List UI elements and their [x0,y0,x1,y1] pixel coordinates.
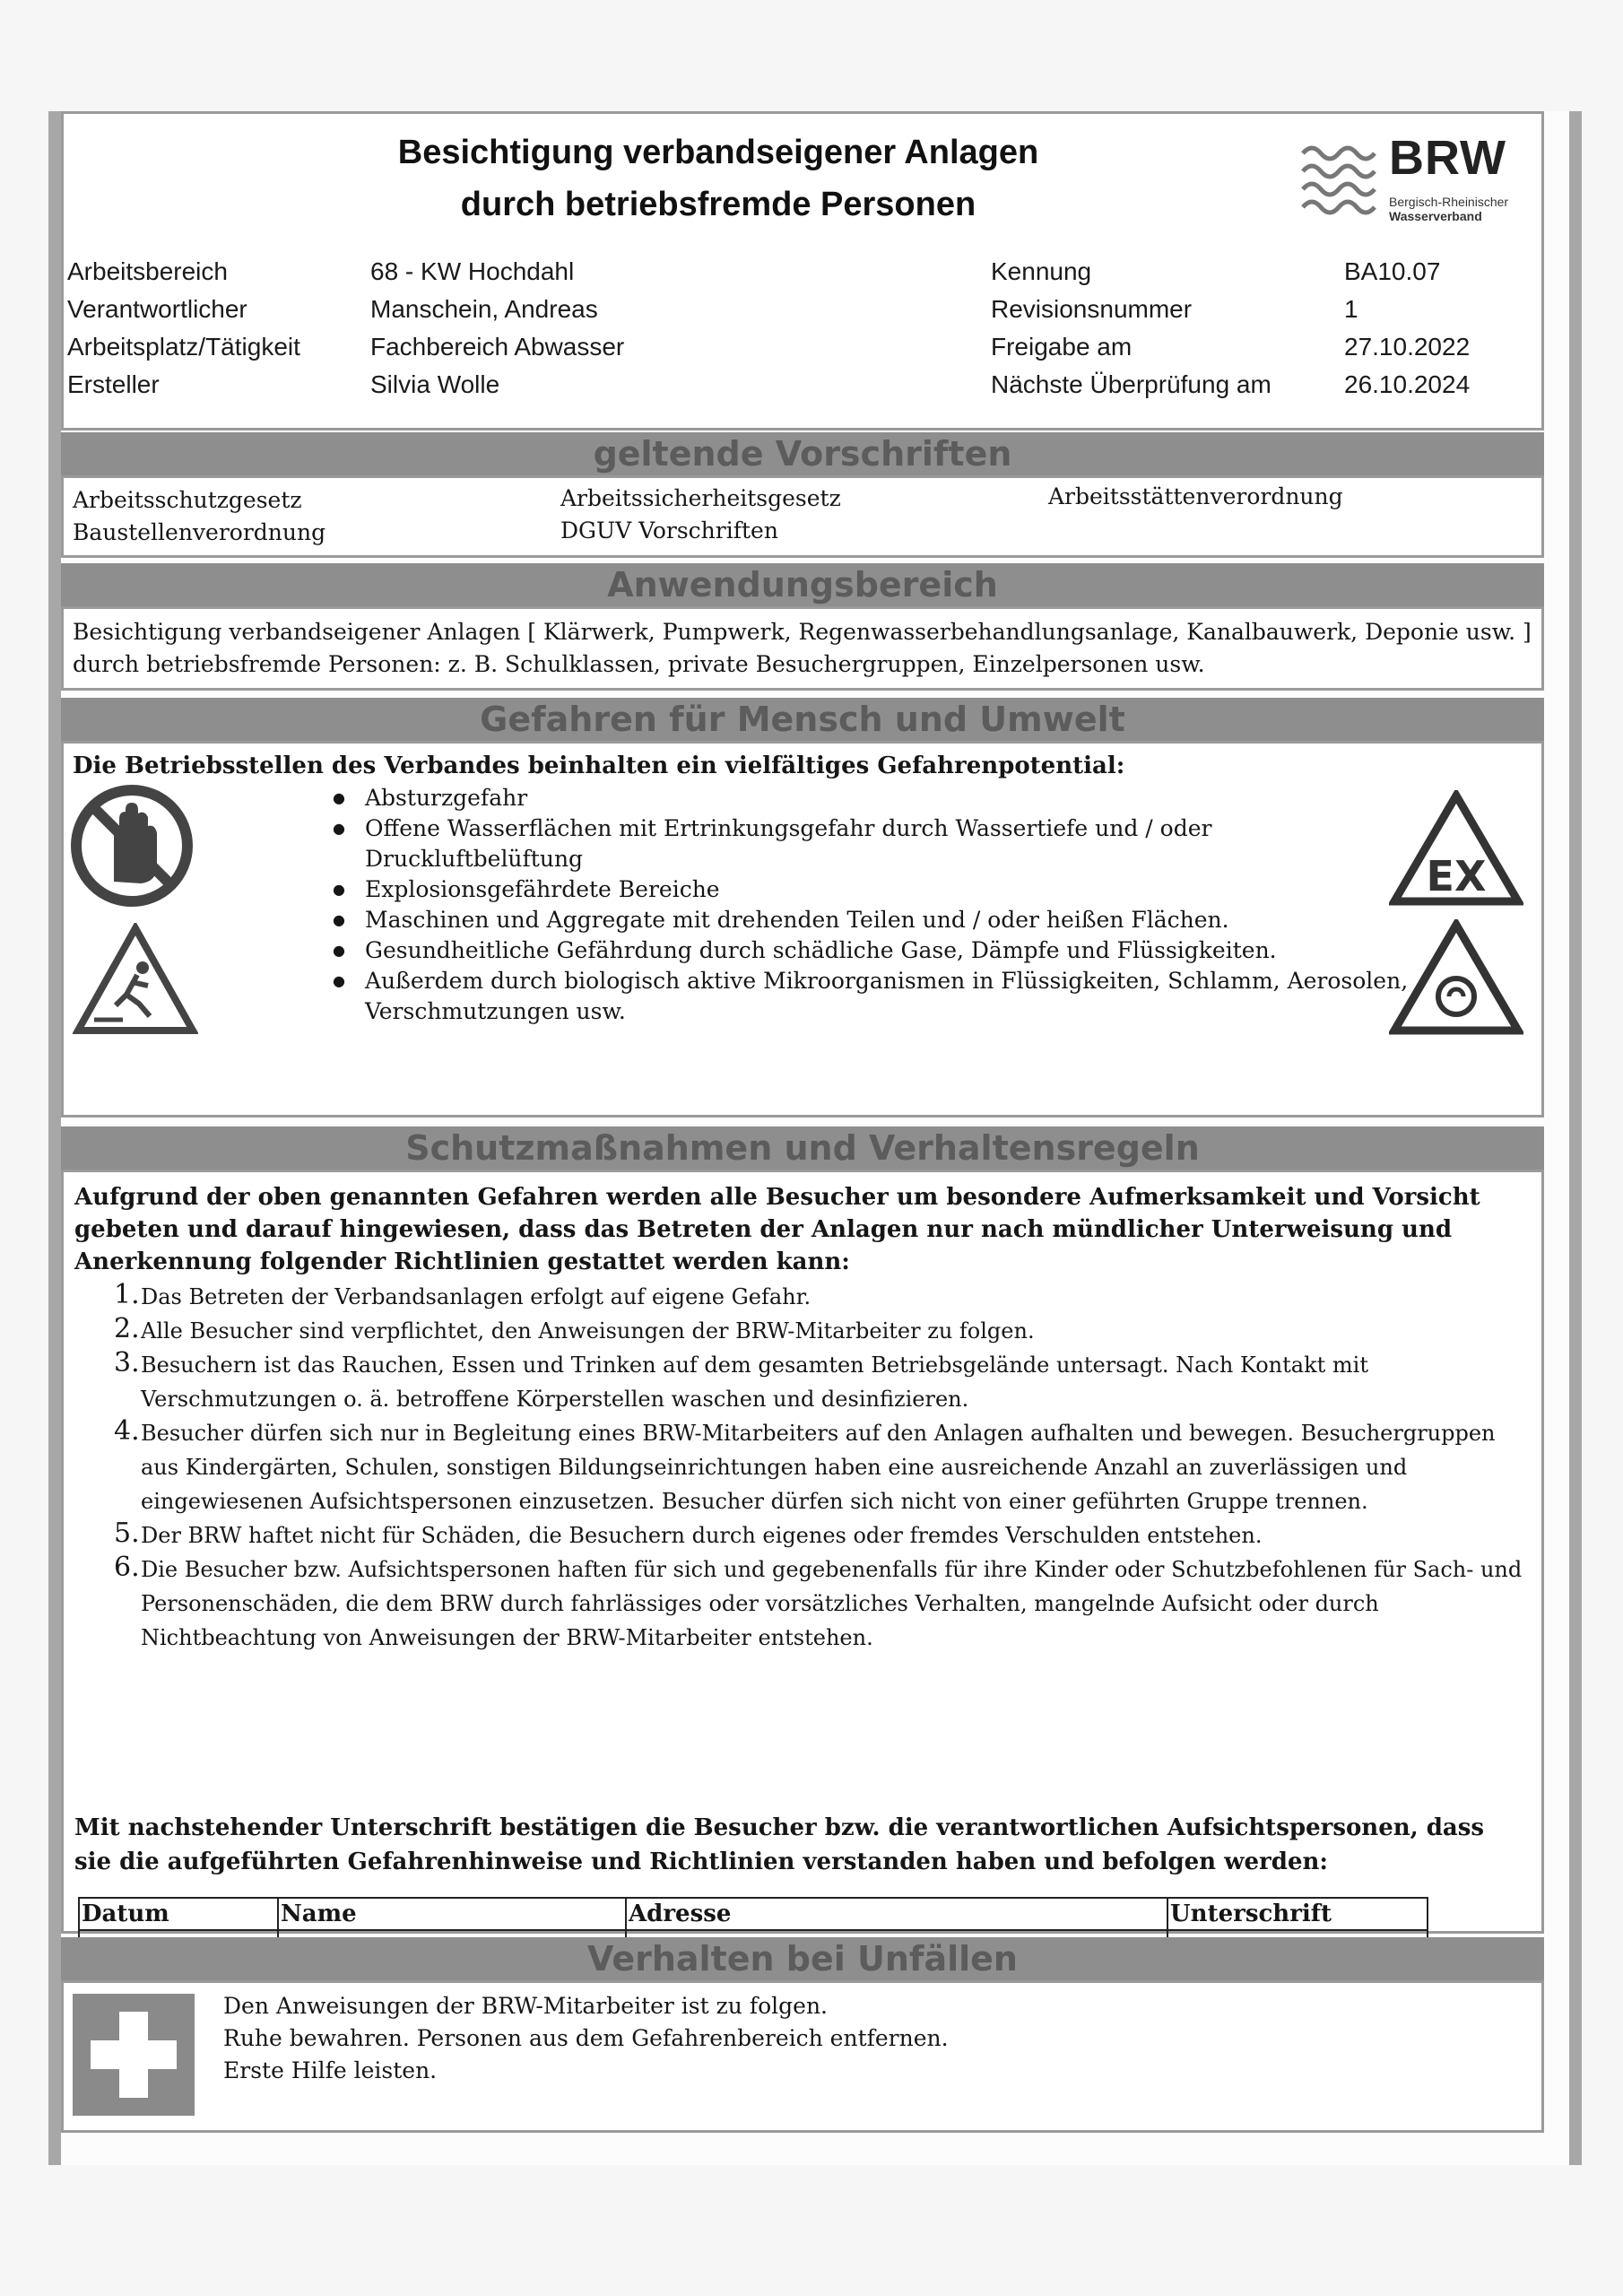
vorschrift-item: Arbeitssicherheitsgesetz [560,485,841,511]
meta-label: Arbeitsbereich [67,257,228,285]
unfall-line-2: Ruhe bewahren. Personen aus dem Gefahrenbereich entfernen. [223,2025,949,2051]
document-title [333,126,1104,230]
section-heading-gefahren: Gefahren für Mensch und Umwelt [61,698,1544,741]
rule-text: Alle Besucher sind verpflichtet, den Anweisungen der BRW-Mitarbeiter zu folgen. [141,1318,1035,1344]
meta-row-1 [67,257,1538,295]
gefahr-item: ● Offene Wasserflächen mit Ertrinkungsgefahr durch Wassertiefe und / oder Druckluftbelüftung [333,813,1418,874]
meta-value: 1 [1344,295,1358,323]
column-header: Adresse [626,1898,1167,1930]
rule-item [114,1416,1531,1518]
rule-number: 4. [114,1415,140,1447]
meta-label: Ersteller [67,370,160,398]
meta-value: 68 - KW Hochdahl [370,257,575,285]
meta-label: Freigabe am [991,333,1133,361]
gefahr-item: ● Gesundheitliche Gefährdung durch schädliche Gase, Dämpfe und Flüssigkeiten. [333,935,1418,966]
meta-value: 27.10.2022 [1344,333,1471,361]
meta-row-4 [67,370,1538,408]
vorschrift-item: Baustellenverordnung [73,519,326,545]
anwendung-line-2: durch betriebsfremde Personen: z. B. Schulklassen, private Besuchergruppen, Einzelpersonen usw. [73,651,1205,677]
document-header [61,111,1544,430]
rule-number: 2. [114,1313,140,1344]
meta-value: 26.10.2024 [1344,370,1471,398]
title-line-2: durch betriebsfremde Personen [460,186,976,223]
meta-value: Silvia Wolle [370,370,500,398]
brw-logo [1301,130,1534,229]
first-aid-cross-icon [73,1994,195,2116]
title-line-1: Besichtigung verbandseigener Anlagen [397,134,1039,171]
meta-label: Nächste Überprüfung am [991,370,1271,398]
rule-text: Die Besucher bzw. Aufsichtspersonen haften für sich und gegebenenfalls für ihre Kinder oder Schutzbefohlenen für Sach- und Personenschäden, die dem BRW durch fahrlässiges oder vorsätzliches Verhalten, mangelnde Aufsicht oder durch Nichtbeachtung von Anweisungen der BRW-Mitarbeiter entstehen. [141,1557,1523,1650]
brw-logo-icon [1301,141,1382,218]
rotating-parts-warning-icon [1389,919,1523,1036]
column-header: Name [278,1898,626,1930]
no-entry-hand-icon [69,783,195,909]
rules-list [114,1280,1531,1655]
section-heading-anwendung: Anwendungsbereich [61,563,1544,606]
vorschrift-item: Arbeitsstättenverordnung [1048,483,1343,509]
column-header: Datum [79,1898,278,1930]
meta-value: Manschein, Andreas [370,295,598,323]
rule-number: 3. [114,1347,140,1378]
rule-text: Der BRW haftet nicht für Schäden, die Besuchern durch eigenes oder fremdes Verschulden entstehen. [141,1523,1263,1548]
schutz-box [61,1170,1544,1934]
section-heading-vorschriften: geltende Vorschriften [61,432,1544,475]
meta-value: BA10.07 [1344,257,1441,285]
logo-sub-line-2: Wasserverband [1389,209,1482,223]
logo-name: BRW [1389,131,1506,185]
rule-item [114,1280,1531,1314]
anwendung-line-1: Besichtigung verbandseigener Anlagen [ Klärwerk, Pumpwerk, Regenwasserbehandlungsanlage, Kanalbauwerk, Deponie usw. ] [73,619,1532,645]
confirm-text: Mit nachstehender Unterschrift bestätigen die Besucher bzw. die verantwortlichen Aufsichtspersonen, dass sie die aufgeführten Gefahrenhinweise und Richtlinien verstanden haben und befolgen werden: [74,1814,1485,1875]
section-heading-schutz: Schutzmaßnahmen und Verhaltensregeln [61,1126,1544,1170]
column-header: Unterschrift [1167,1898,1428,1930]
meta-label: Verantwortlicher [67,295,247,323]
gefahr-item: ● Außerdem durch biologisch aktive Mikroorganismen in Flüssigkeiten, Schlamm, Aerosolen, Verschmutzungen usw. [333,966,1418,1027]
rule-number: 5. [114,1518,140,1549]
gefahr-item: ● Maschinen und Aggregate mit drehenden Teilen und / oder heißen Flächen. [333,905,1418,935]
unfall-text [223,1990,949,2087]
unfall-box [61,1980,1544,2133]
section-heading-unfall: Verhalten bei Unfällen [61,1937,1544,1980]
schutz-intro: Aufgrund der oben genannten Gefahren werden alle Besucher um besondere Aufmerksamkeit und Vorsicht gebeten und darauf hingewiesen, dass das Betreten der Anlagen nur nach mündlicher Unterweisung und Anerkennung folgender Richtlinien gestattet werden kann: [74,1184,1480,1275]
rule-number: 1. [114,1279,140,1310]
rule-item [114,1552,1531,1655]
meta-row-3 [67,333,1538,370]
rule-text: Besucher dürfen sich nur in Begleitung eines BRW-Mitarbeiters auf den Anlagen aufhalten und bewegen. Besuchergruppen aus Kindergärten, Schulen, sonstigen Bildungseinrichtungen haben eine ausreichende Anzahl an zuverlässigen und eingewiesenen Aufsichtspersonen einzusetzen. Besucher dürfen sich nicht von einer geführten Gruppe trennen. [141,1421,1496,1514]
meta-value: Fachbereich Abwasser [370,333,625,361]
logo-subtitle [1389,195,1541,223]
anwendung-box [61,606,1544,691]
gefahren-list [333,783,1418,1027]
vorschrift-item: DGUV Vorschriften [560,517,778,544]
ex-sign-text: EX [1426,852,1487,900]
meta-row-2 [67,295,1538,333]
ex-warning-icon [1389,790,1523,907]
meta-label: Arbeitsplatz/Tätigkeit [67,333,300,361]
fall-hazard-icon [73,923,198,1038]
unfall-line-1: Den Anweisungen der BRW-Mitarbeiter ist zu folgen. [223,1993,828,2019]
meta-label: Revisionsnummer [991,295,1193,323]
gefahr-item: ● Explosionsgefährdete Bereiche [333,874,1418,905]
unfall-line-3: Erste Hilfe leisten. [223,2057,438,2083]
gefahren-intro: Die Betriebsstellen des Verbandes beinhalten ein vielfältiges Gefahrenpotential: [73,752,1125,779]
rule-item [114,1314,1531,1348]
rule-text: Besuchern ist das Rauchen, Essen und Trinken auf dem gesamten Betriebsgelände untersagt. Nach Kontakt mit Verschmutzungen o. ä. betroffene Körperstellen waschen und desinfizieren. [141,1352,1368,1412]
rule-text: Das Betreten der Verbandsanlagen erfolgt auf eigene Gefahr. [141,1284,812,1309]
table-header-row [79,1898,1428,1930]
rule-item [114,1518,1531,1552]
logo-sub-line-1: Bergisch-Rheinischer [1389,195,1509,209]
vorschriften-box [61,475,1544,558]
gefahr-item: ● Absturzgefahr [333,783,1418,813]
vorschrift-item: Arbeitsschutzgesetz [73,487,302,513]
gefahren-box [61,741,1544,1118]
meta-label: Kennung [991,257,1092,285]
rule-number: 6. [114,1552,140,1583]
rule-item [114,1348,1531,1416]
